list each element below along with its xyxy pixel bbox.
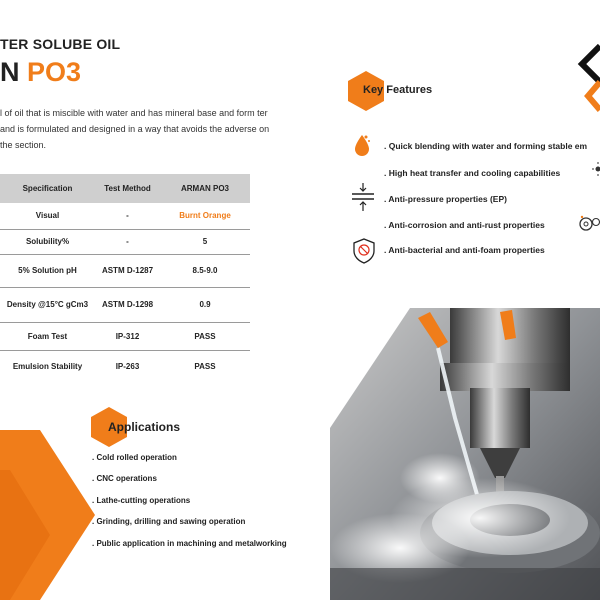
table-cell: IP-263 xyxy=(115,362,140,371)
title-accent: PO3 xyxy=(27,57,82,87)
table-row xyxy=(0,288,250,323)
feature-item: . Anti-bacterial and anti-foam properties xyxy=(384,245,545,255)
table-cell: 5 xyxy=(160,230,250,255)
table-cell: - xyxy=(95,230,160,255)
feature-item: . Anti-pressure properties (EP) xyxy=(384,194,507,204)
product-description: l of oil that is miscible with water and has mineral base and form ter and is formulated and designed in a way that avoids the adverse on the section. xyxy=(0,108,270,150)
table-cell: Emulsion Stability xyxy=(12,362,83,371)
list-item: . Cold rolled operation xyxy=(92,453,177,462)
shield-icon xyxy=(352,238,376,264)
title-prefix: N xyxy=(0,57,27,87)
table-cell: Burnt Orange xyxy=(160,203,250,230)
table-cell: Density @15°C gCm3 xyxy=(0,288,95,323)
table-cell: PASS xyxy=(160,323,250,351)
column-header: ARMAN PO3 xyxy=(160,174,250,203)
applications-title: Applications xyxy=(108,420,181,434)
table-cell: 0.9 xyxy=(160,288,250,323)
brand-logo-icon xyxy=(576,44,600,118)
list-item: . Lathe-cutting operations xyxy=(92,496,191,505)
table-row xyxy=(0,203,250,230)
table-cell: Visual xyxy=(0,203,95,230)
list-item: . Grinding, drilling and sawing operation xyxy=(92,517,246,526)
list-item: . CNC operations xyxy=(92,474,157,483)
table-cell: ASTM D-1298 xyxy=(95,288,160,323)
decorative-hexagon xyxy=(0,430,100,600)
features-title: Key Features xyxy=(363,84,433,96)
oil-drop-icon xyxy=(352,133,372,157)
table-cell: PASS xyxy=(194,362,216,371)
feature-item: . High heat transfer and cooling capabilities xyxy=(384,168,561,178)
table-cell: Foam Test xyxy=(0,323,95,351)
table-cell: 8.5-9.0 xyxy=(160,255,250,288)
cnc-machining-image xyxy=(330,308,600,600)
table-row xyxy=(0,255,250,288)
pressure-icon xyxy=(350,182,376,212)
list-item: . Public application in machining and metalworking xyxy=(92,539,287,548)
column-header: Specification xyxy=(0,174,95,203)
table-cell: IP-312 xyxy=(95,323,160,351)
table-cell: 5% Solution pH xyxy=(0,255,95,288)
table-cell: - xyxy=(95,203,160,230)
feature-item: . Quick blending with water and forming stable em xyxy=(384,141,588,151)
product-subtitle: TER SOLUBE OIL xyxy=(0,36,121,52)
table-cell: ASTM D-1287 xyxy=(95,255,160,288)
table-row xyxy=(0,230,250,255)
sun-icon xyxy=(592,161,600,177)
column-header: Test Method xyxy=(95,174,160,203)
table-cell: Solubility% xyxy=(0,230,95,255)
feature-item: . Anti-corrosion and anti-rust properties xyxy=(384,220,545,230)
specification-table xyxy=(0,174,250,383)
product-title xyxy=(0,57,81,88)
table-row xyxy=(0,351,250,384)
table-header-row xyxy=(0,174,250,203)
gear-icon xyxy=(578,214,600,234)
table-row xyxy=(0,323,250,351)
